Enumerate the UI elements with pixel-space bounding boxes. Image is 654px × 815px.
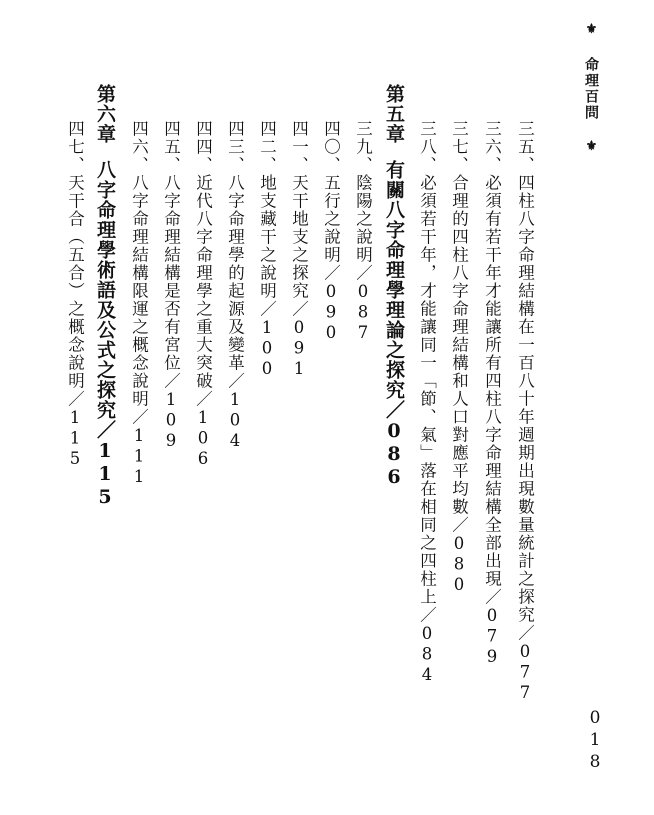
toc-entry-39: 三九、陰陽之說明／087: [353, 120, 373, 344]
fleur-de-lis-icon: ⚜: [584, 139, 599, 156]
toc-entry-40: 四〇、五行之說明／090: [321, 120, 341, 344]
toc-entry-35: 三五、四柱八字命理結構在一百八十年週期出現數量統計之探究／077: [515, 120, 535, 704]
toc-entry-36: 三六、必須有若干年才能讓所有四柱八字命理結構全部出現／079: [482, 120, 502, 668]
fleur-de-lis-icon: ⚜: [584, 22, 599, 39]
chapter-5-heading: [384, 84, 403, 489]
toc-entry-46: 四六、八字命理結構限運之概念說明／111: [129, 120, 149, 488]
chapter-title: 八字命理學術語及公式之探究／115: [94, 160, 116, 509]
chapter-title: 有關八字命理學理論之探究／086: [383, 160, 405, 489]
toc-entry-41: 四一、天干地支之探究／091: [289, 120, 309, 380]
toc-entry-37: 三七、合理的四柱八字命理結構和人口對應平均數／080: [449, 120, 469, 596]
page-number: 018: [585, 708, 605, 774]
toc-entry-38: 三八、必須若干年，才能讓同一「節、氣」落在相同之四柱上／084: [417, 120, 437, 686]
toc-entry-45: 四五、八字命理結構是否有宮位／109: [161, 120, 181, 452]
toc-entry-43: 四三、八字命理學的起源及變革／104: [225, 120, 245, 452]
chapter-6-heading: [95, 84, 114, 509]
toc-entry-42: 四二、地支藏干之說明／100: [257, 120, 277, 380]
running-header: [584, 22, 598, 156]
toc-entry-44: 四四、近代八字命理學之重大突破／106: [193, 120, 213, 470]
toc-entry-47: 四七、天干合（五合）之概念說明／115: [65, 120, 85, 470]
book-title: 命理百問: [583, 57, 599, 121]
chapter-number: 第五章: [383, 84, 405, 144]
chapter-number: 第六章: [94, 84, 116, 144]
